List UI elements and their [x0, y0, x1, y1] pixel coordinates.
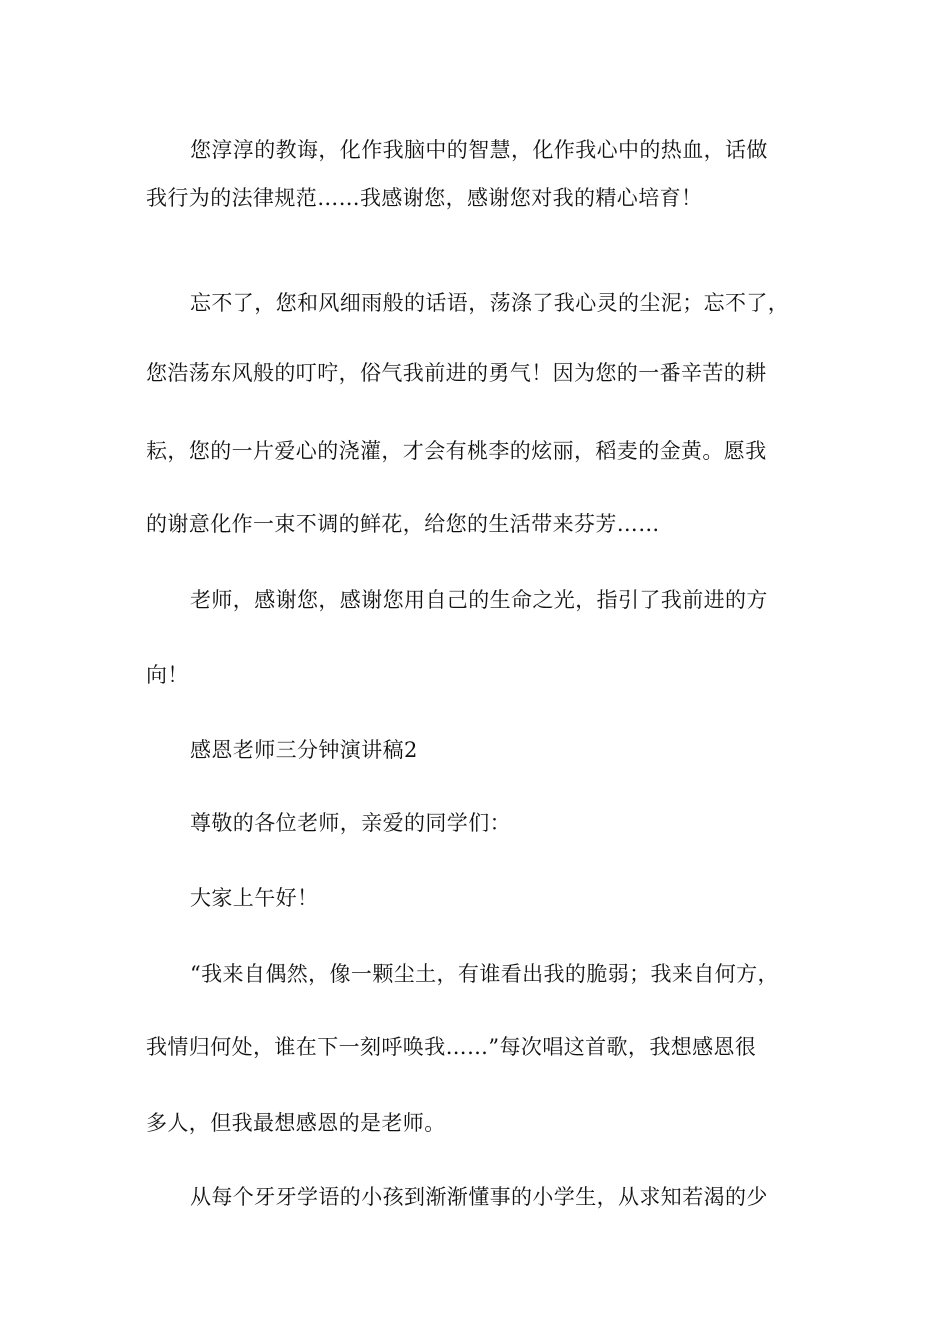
paragraph-line: 从每个牙牙学语的小孩到渐渐懂事的小学生，从求知若渴的少	[190, 1185, 768, 1209]
paragraph-line: 向！	[146, 663, 189, 687]
paragraph-line: 我情归何处，谁在下一刻呼唤我……”每次唱这首歌，我想感恩很	[146, 1035, 757, 1059]
section-heading: 感恩老师三分钟演讲稿2	[190, 738, 418, 762]
salutation-line: 尊敬的各位老师，亲爱的同学们：	[190, 811, 511, 835]
paragraph-line: 老师，感谢您，感谢您用自己的生命之光，指引了我前进的方	[190, 588, 768, 612]
paragraph-line: 您淳淳的教诲，化作我脑中的智慧，化作我心中的热血，话做	[190, 138, 768, 162]
greeting-line: 大家上午好！	[190, 886, 319, 910]
paragraph-line: 耘，您的一片爱心的浇灌，才会有桃李的炫丽，稻麦的金黄。愿我	[146, 439, 767, 463]
paragraph-line: 忘不了，您和风细雨般的话语，荡涤了我心灵的尘泥；忘不了，	[190, 291, 790, 315]
paragraph-line: “我来自偶然，像一颗尘土，有谁看出我的脆弱；我来自何方，	[190, 962, 779, 986]
paragraph-line: 多人，但我最想感恩的是老师。	[146, 1111, 446, 1135]
paragraph-line: 您浩荡东风般的叮咛，俗气我前进的勇气！因为您的一番辛苦的耕	[146, 361, 767, 385]
paragraph-line: 的谢意化作一束不调的鲜花，给您的生活带来芬芳……	[146, 512, 660, 536]
paragraph-line: 我行为的法律规范……我感谢您，感谢您对我的精心培育！	[146, 186, 703, 210]
